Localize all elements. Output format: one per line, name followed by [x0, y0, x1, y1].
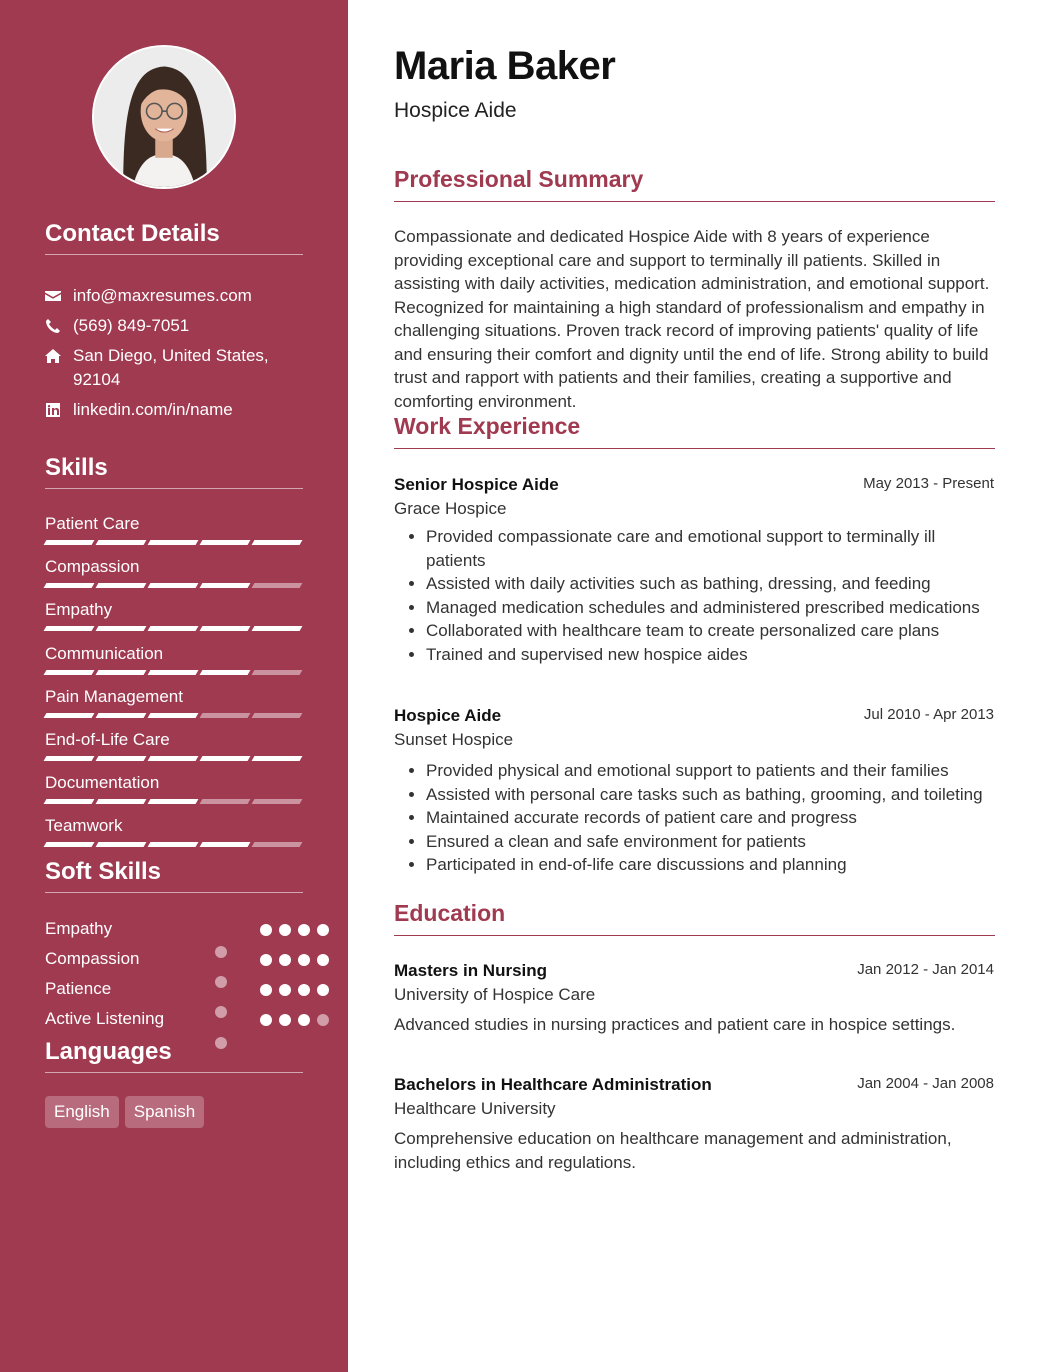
- candidate-title: Hospice Aide: [394, 99, 517, 122]
- decorative-dot: [215, 976, 227, 988]
- job-bullets: [394, 759, 994, 877]
- envelope-icon: [45, 284, 73, 308]
- skill-bar-filled: [200, 756, 251, 761]
- sidebar: [0, 0, 348, 1372]
- decorative-dot: [215, 946, 227, 958]
- skill-bar-filled: [200, 540, 251, 545]
- soft-skill-name: Patience: [45, 979, 112, 998]
- skill-bar-filled: [200, 670, 251, 675]
- degree-title: Masters in Nursing: [394, 961, 548, 980]
- skill-bar-filled: [96, 583, 147, 588]
- job-entry: [394, 473, 994, 666]
- skill-level-bars: [45, 626, 303, 631]
- skill-bar-empty: [252, 842, 303, 847]
- skill-item: [45, 730, 303, 761]
- skill-level-bars: [45, 540, 303, 545]
- rating-dot-filled: [279, 1014, 291, 1026]
- skill-name: Pain Management: [45, 687, 183, 706]
- job-bullet: • Provided physical and emotional support to patients and their families: [426, 759, 994, 783]
- contact-email-text: info@maxresumes.com: [73, 286, 252, 305]
- job-title: Senior Hospice Aide: [394, 475, 559, 494]
- skill-level-bars: [45, 756, 303, 761]
- rating-dot-filled: [298, 924, 310, 936]
- soft-skill-name: Compassion: [45, 949, 140, 968]
- rating-dot-filled: [260, 984, 272, 996]
- education-heading: Education: [394, 900, 995, 936]
- profile-photo: [92, 45, 236, 189]
- skill-bar-empty: [252, 583, 303, 588]
- skill-bar-filled: [44, 670, 95, 675]
- rating-dot-filled: [317, 984, 329, 996]
- summary-heading: Professional Summary: [394, 166, 995, 202]
- contact-linkedin[interactable]: [45, 398, 305, 422]
- job-bullet: • Assisted with daily activities such as bathing, dressing, and feeding: [426, 572, 994, 596]
- skill-bar-filled: [44, 756, 95, 761]
- education-entry: [394, 1073, 994, 1174]
- job-bullet: • Participated in end-of-life care discussions and planning: [426, 853, 994, 877]
- soft-skill-item: [45, 917, 303, 941]
- rating-dot-filled: [279, 984, 291, 996]
- skill-bar-filled: [44, 583, 95, 588]
- education-date: Jan 2004 - Jan 2008: [857, 1075, 994, 1092]
- job-bullets: [394, 525, 994, 666]
- language-tag: English: [45, 1096, 119, 1128]
- skill-name: Empathy: [45, 600, 113, 619]
- job-bullet: • Managed medication schedules and administered prescribed medications: [426, 596, 994, 620]
- degree-title: Bachelors in Healthcare Administration: [394, 1075, 712, 1094]
- language-tag: Spanish: [125, 1096, 204, 1128]
- skill-bar-filled: [96, 540, 147, 545]
- skill-bar-filled: [44, 799, 95, 804]
- soft-skill-dots: [260, 1014, 329, 1026]
- job-bullet: • Provided compassionate care and emotional support to terminally ill patients: [426, 525, 994, 572]
- contact-heading: Contact Details: [45, 220, 303, 255]
- skill-item: [45, 687, 303, 718]
- skill-item: [45, 557, 303, 588]
- education-description: Advanced studies in nursing practices and patient care in hospice settings.: [394, 1015, 956, 1034]
- skill-item: [45, 514, 303, 545]
- skill-bar-filled: [200, 626, 251, 631]
- skill-level-bars: [45, 583, 303, 588]
- school-name: University of Hospice Care: [394, 985, 596, 1004]
- linkedin-icon: [45, 398, 73, 422]
- job-bullet: • Ensured a clean and safe environment for patients: [426, 830, 994, 854]
- soft-skill-item: [45, 1007, 303, 1031]
- skill-bar-filled: [252, 540, 303, 545]
- candidate-name: Maria Baker: [394, 44, 616, 88]
- job-bullet: • Maintained accurate records of patient care and progress: [426, 806, 994, 830]
- phone-icon: [45, 314, 73, 338]
- skill-bar-filled: [148, 799, 199, 804]
- language-list: [45, 1096, 204, 1128]
- profile-photo-image: [94, 47, 234, 187]
- skill-name: End-of-Life Care: [45, 730, 170, 749]
- contact-address-text: San Diego, United States, 92104: [73, 346, 269, 389]
- soft-skill-name: Active Listening: [45, 1009, 165, 1028]
- job-bullet: • Assisted with personal care tasks such as bathing, grooming, and toileting: [426, 783, 994, 807]
- skill-bar-filled: [44, 626, 95, 631]
- skill-bar-filled: [44, 713, 95, 718]
- skill-item: [45, 600, 303, 631]
- rating-dot-filled: [317, 924, 329, 936]
- job-title: Hospice Aide: [394, 706, 502, 725]
- rating-dot-filled: [260, 954, 272, 966]
- job-date: May 2013 - Present: [863, 475, 994, 492]
- skill-name: Teamwork: [45, 816, 123, 835]
- contact-address: [45, 344, 305, 392]
- home-icon: [45, 344, 73, 368]
- skill-name: Documentation: [45, 773, 160, 792]
- job-employer: Sunset Hospice: [394, 730, 514, 749]
- skill-bar-filled: [148, 756, 199, 761]
- rating-dot-filled: [260, 1014, 272, 1026]
- soft-skill-dots: [260, 954, 329, 966]
- skill-bar-filled: [252, 756, 303, 761]
- skill-level-bars: [45, 713, 303, 718]
- education-entry: [394, 959, 994, 1037]
- skill-bar-filled: [44, 540, 95, 545]
- rating-dot-filled: [317, 954, 329, 966]
- skill-bar-filled: [96, 756, 147, 761]
- soft-skills-heading: Soft Skills: [45, 858, 303, 893]
- skill-name: Communication: [45, 644, 164, 663]
- skill-item: [45, 816, 303, 847]
- skill-name: Patient Care: [45, 514, 140, 533]
- soft-skill-item: [45, 977, 303, 1001]
- skill-bar-filled: [44, 842, 95, 847]
- contact-email[interactable]: [45, 284, 305, 308]
- soft-skill-name: Empathy: [45, 919, 113, 938]
- skill-bar-filled: [148, 540, 199, 545]
- rating-dot-filled: [279, 924, 291, 936]
- rating-dot-filled: [279, 954, 291, 966]
- job-bullet: • Trained and supervised new hospice aides: [426, 643, 994, 667]
- job-employer: Grace Hospice: [394, 499, 507, 518]
- skill-bar-filled: [96, 799, 147, 804]
- skill-item: [45, 773, 303, 804]
- job-date: Jul 2010 - Apr 2013: [863, 706, 994, 723]
- experience-heading: Work Experience: [394, 413, 995, 449]
- education-date: Jan 2012 - Jan 2014: [857, 961, 994, 978]
- rating-dot-filled: [260, 924, 272, 936]
- skill-item: [45, 644, 303, 675]
- rating-dot-filled: [298, 1014, 310, 1026]
- school-name: Healthcare University: [394, 1099, 556, 1118]
- soft-skill-dots: [260, 984, 329, 996]
- job-entry: [394, 704, 994, 877]
- skill-bar-filled: [96, 670, 147, 675]
- skill-bar-filled: [148, 670, 199, 675]
- skill-bar-filled: [96, 626, 147, 631]
- education-description: Comprehensive education on healthcare management and administration, including ethics and regulations.: [394, 1129, 952, 1172]
- skill-bar-filled: [252, 626, 303, 631]
- skill-bar-filled: [96, 842, 147, 847]
- languages-heading: Languages: [45, 1038, 303, 1073]
- contact-phone[interactable]: [45, 314, 305, 338]
- job-bullet: • Collaborated with healthcare team to create personalized care plans: [426, 619, 994, 643]
- soft-skill-item: [45, 947, 303, 971]
- skill-bar-filled: [96, 713, 147, 718]
- rating-dot-filled: [298, 984, 310, 996]
- rating-dot-empty: [317, 1014, 329, 1026]
- rating-dot-filled: [298, 954, 310, 966]
- skill-name: Compassion: [45, 557, 140, 576]
- skill-bar-filled: [148, 626, 199, 631]
- skill-bar-empty: [252, 713, 303, 718]
- contact-phone-text: (569) 849-7051: [73, 316, 190, 335]
- skill-level-bars: [45, 799, 303, 804]
- skill-bar-filled: [148, 583, 199, 588]
- skills-heading: Skills: [45, 454, 303, 489]
- skill-level-bars: [45, 670, 303, 675]
- contact-linkedin-text: linkedin.com/in/name: [73, 400, 233, 419]
- skill-bar-filled: [200, 583, 251, 588]
- skill-bar-filled: [148, 713, 199, 718]
- summary-text: Compassionate and dedicated Hospice Aide with 8 years of experience providing exceptional care and support to terminally ill patients. Skilled in assisting with daily activities, medication administration, and emotional support. Recognized for maintaining a high standard of professionalism and empathy in challenging situations. Proven track record of improving patients' quality of life and ensuring their comfort and dignity until the end of life. Strong ability to build trust and rapport with patients and their families, creating a supportive and comforting environment.: [394, 227, 990, 411]
- skill-bar-empty: [200, 713, 251, 718]
- skill-bar-empty: [200, 799, 251, 804]
- soft-skill-dots: [260, 924, 329, 936]
- contact-list: [45, 284, 305, 422]
- skill-bar-filled: [200, 842, 251, 847]
- skill-bar-filled: [148, 842, 199, 847]
- skill-bar-empty: [252, 670, 303, 675]
- decorative-dot: [215, 1006, 227, 1018]
- skill-level-bars: [45, 842, 303, 847]
- skill-bar-empty: [252, 799, 303, 804]
